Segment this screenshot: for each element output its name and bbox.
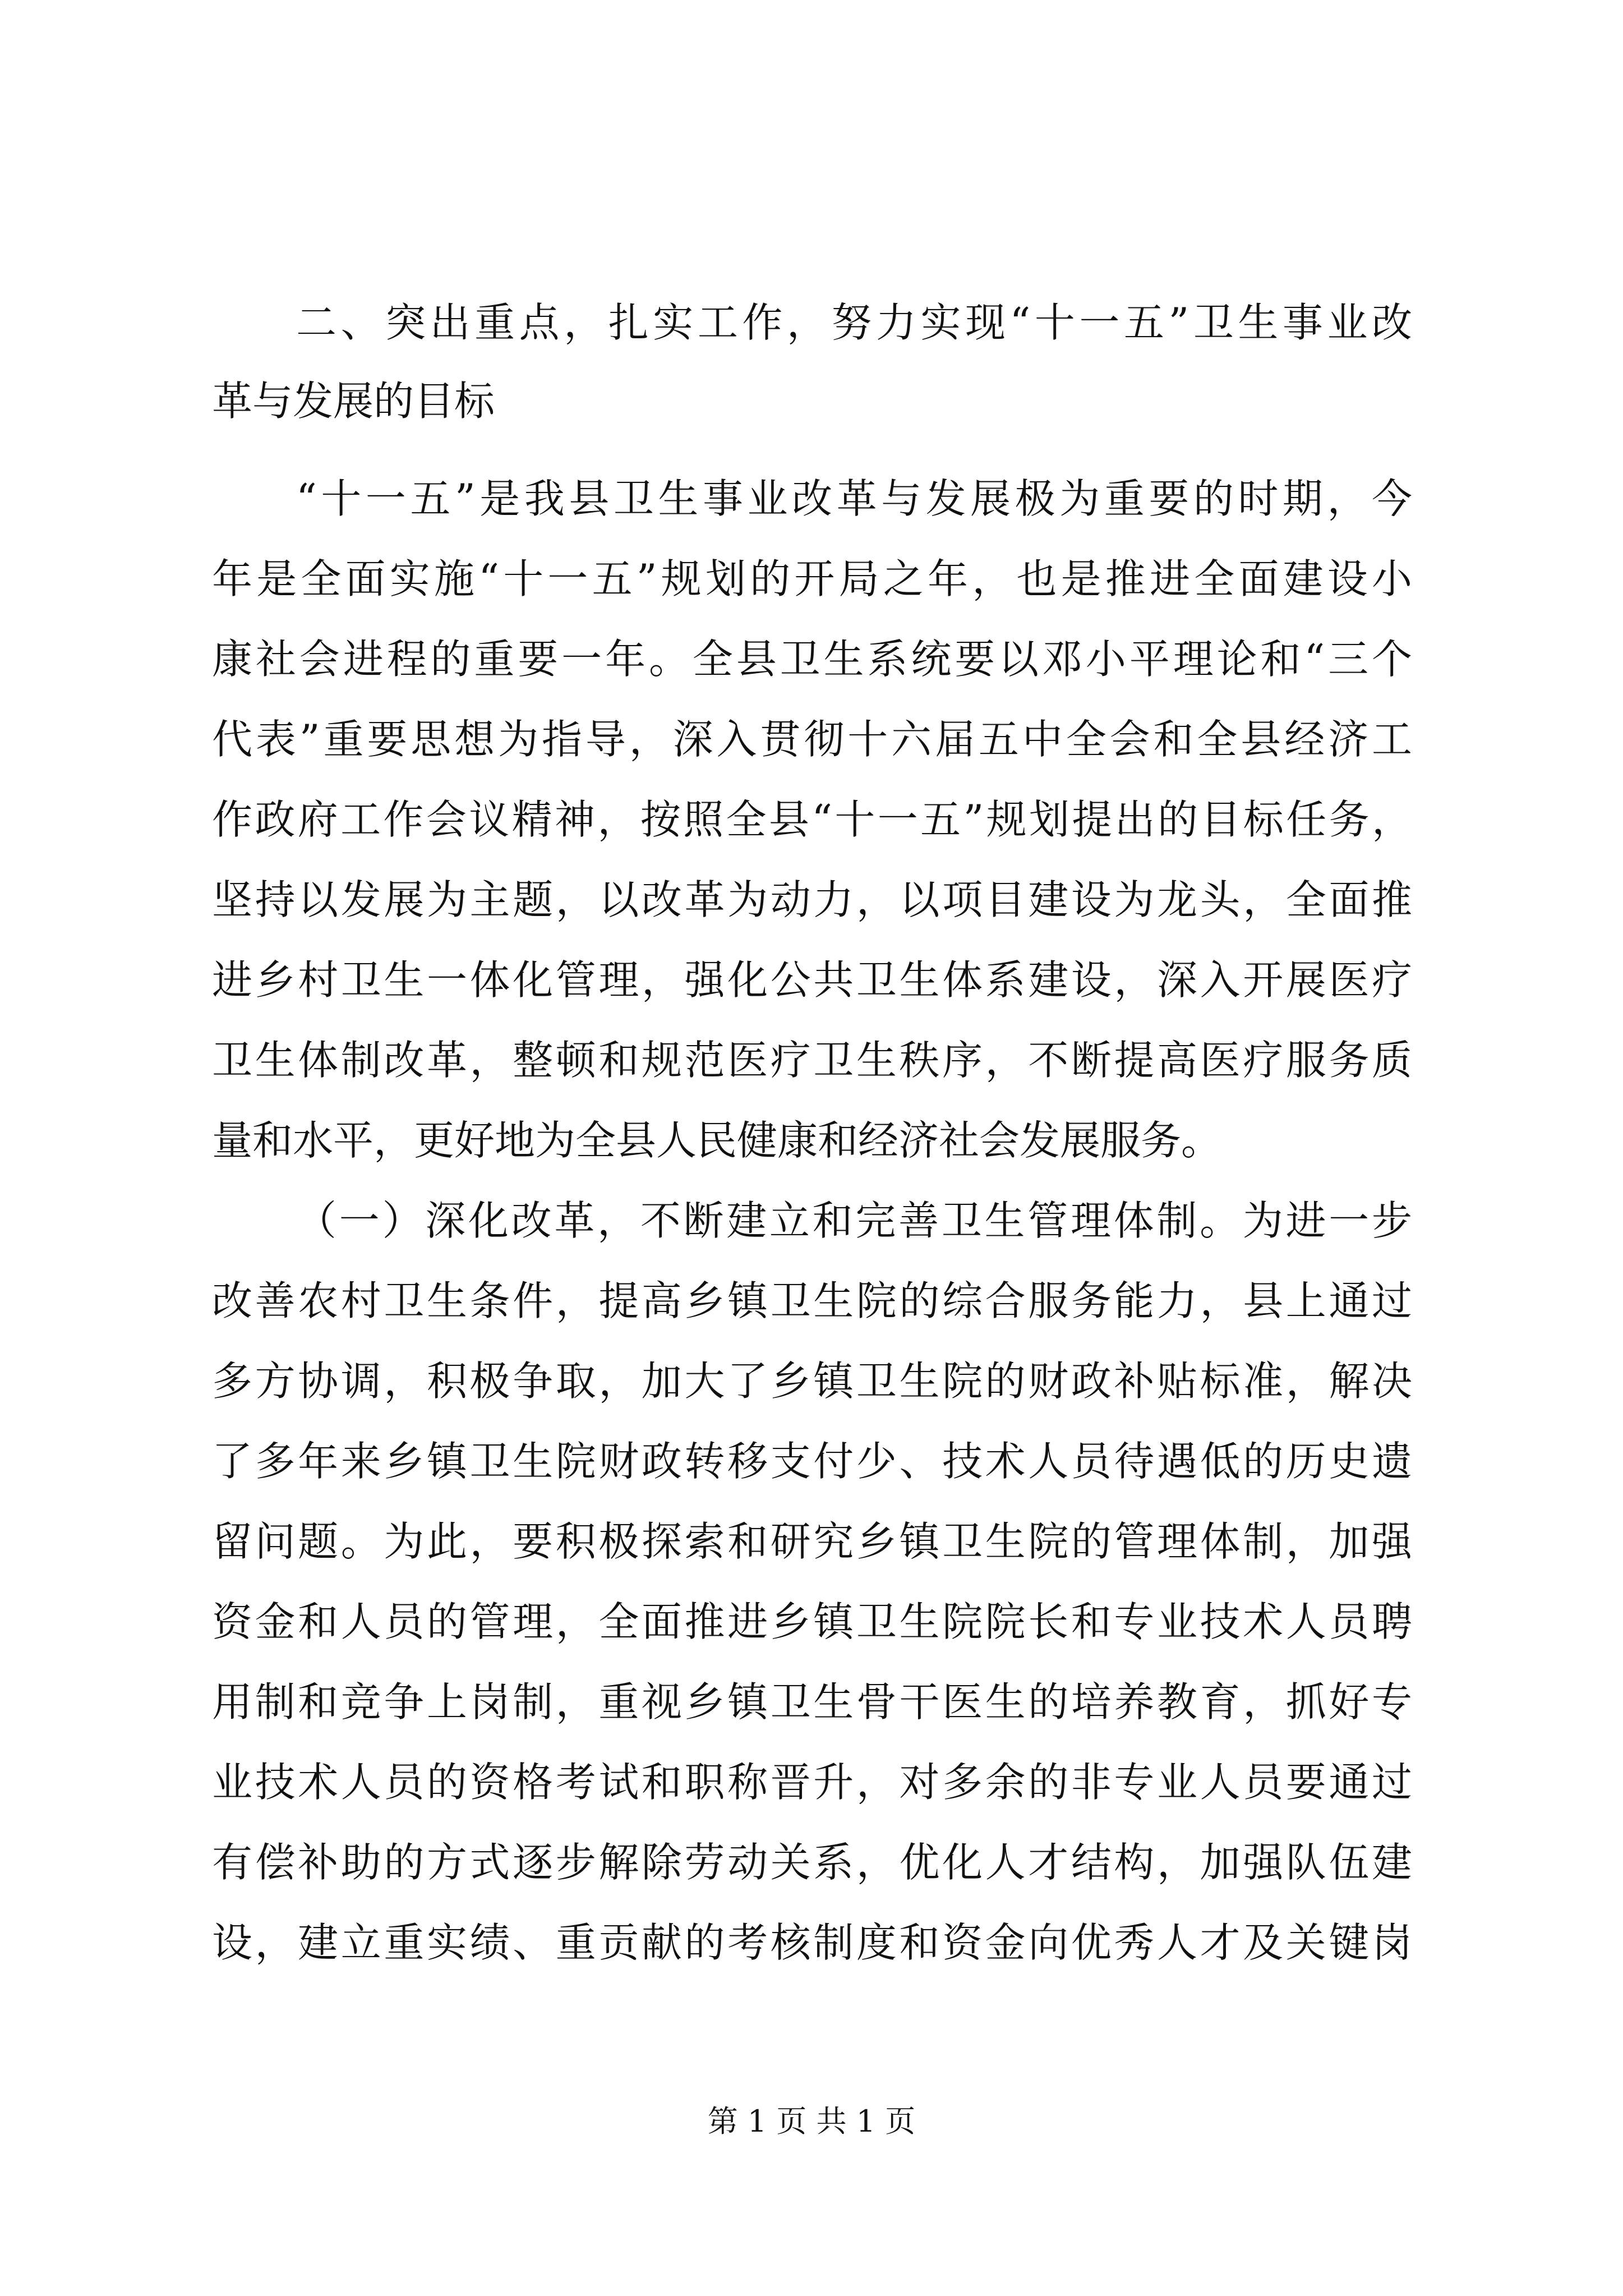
section-heading-line-2: 革与发展的目标 [212, 378, 495, 425]
paragraph-line: 资金和人员的管理，全面推进乡镇卫生院院长和专业技术人员聘 [212, 1598, 1412, 1645]
paragraph-line: 用制和竞争上岗制，重视乡镇卫生骨干医生的培养教育，抓好专 [212, 1678, 1412, 1726]
paragraph-line: 代表”重要思想为指导，深入贯彻十六届五中全会和全县经济工 [212, 716, 1412, 763]
paragraph-line: 坚持以发展为主题，以改革为动力，以项目建设为龙头，全面推 [212, 876, 1412, 923]
section-heading-line-1: 二、突出重点，扎实工作，努力实现“十一五”卫生事业改 [296, 299, 1412, 346]
paragraph-line: 年是全面实施“十一五”规划的开局之年，也是推进全面建设小 [212, 555, 1412, 602]
paragraph-line: 多方协调，积极争取，加大了乡镇卫生院的财政补贴标准，解决 [212, 1358, 1412, 1405]
page-footer: 第 1 页 共 1 页 [707, 2104, 916, 2139]
paragraph-line: 量和水平，更好地为全县人民健康和经济社会发展服务。 [212, 1117, 1222, 1164]
paragraph-line: 卫生体制改革，整顿和规范医疗卫生秩序，不断提高医疗服务质 [212, 1037, 1412, 1084]
paragraph-line: 业技术人员的资格考试和职称晋升，对多余的非专业人员要通过 [212, 1759, 1412, 1806]
paragraph-line: 康社会进程的重要一年。全县卫生系统要以邓小平理论和“三个 [212, 636, 1412, 683]
paragraph-line: 设，建立重实绩、重贡献的考核制度和资金向优秀人才及关键岗 [212, 1919, 1412, 1966]
paragraph-line: 改善农村卫生条件，提高乡镇卫生院的综合服务能力，县上通过 [212, 1277, 1412, 1324]
paragraph-line: （一）深化改革，不断建立和完善卫生管理体制。为进一步 [296, 1197, 1412, 1244]
paragraph-line: 了多年来乡镇卫生院财政转移支付少、技术人员待遇低的历史遗 [212, 1438, 1412, 1485]
paragraph-line: “十一五”是我县卫生事业改革与发展极为重要的时期，今 [296, 475, 1412, 522]
paragraph-line: 留问题。为此，要积极探索和研究乡镇卫生院的管理体制，加强 [212, 1518, 1412, 1565]
paragraph-line: 进乡村卫生一体化管理，强化公共卫生体系建设，深入开展医疗 [212, 956, 1412, 1004]
paragraph-line: 有偿补助的方式逐步解除劳动关系，优化人才结构，加强队伍建 [212, 1839, 1412, 1886]
paragraph-line: 作政府工作会议精神，按照全县“十一五”规划提出的目标任务， [212, 796, 1412, 843]
